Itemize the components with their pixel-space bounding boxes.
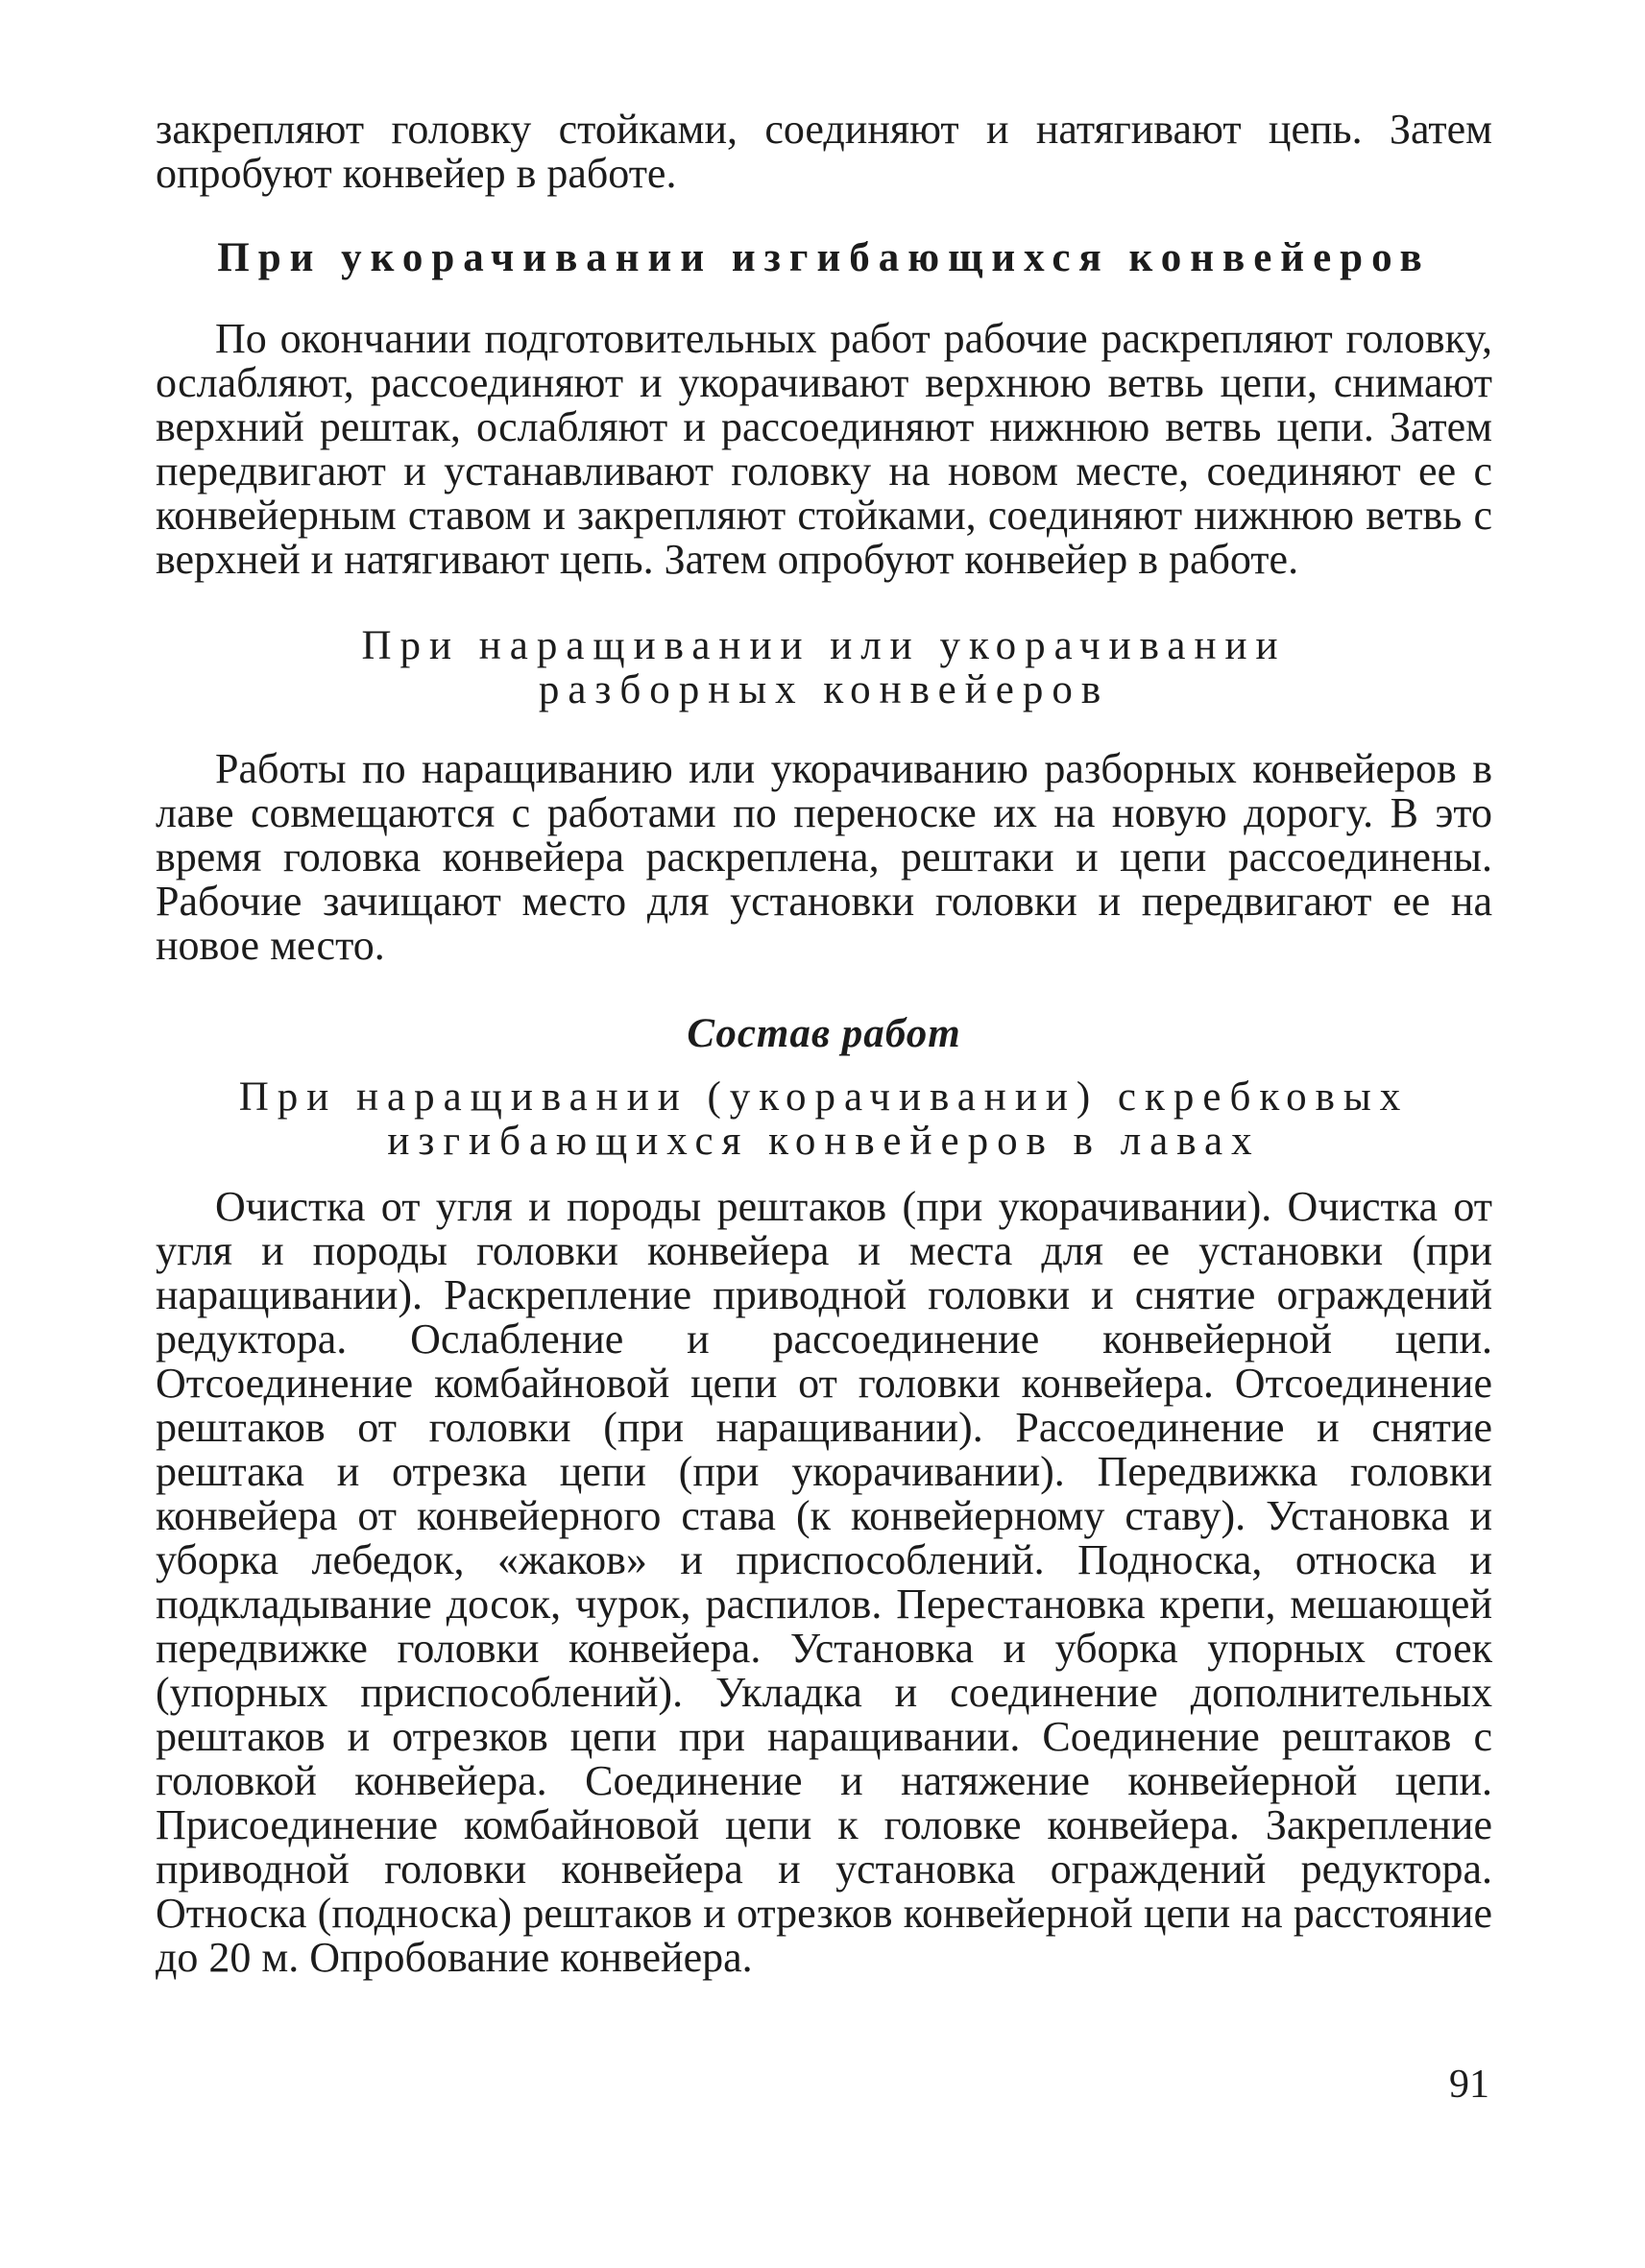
section-heading-dismountable-line2: разборных конвейеров: [538, 667, 1110, 712]
section-heading-dismountable-line1: При наращивании или укорачивании: [361, 623, 1287, 668]
composition-title: Состав работ: [687, 1011, 961, 1056]
page-content: [156, 108, 1492, 1980]
composition-subheading: [156, 1075, 1492, 1164]
dismountable-paragraph: Работы по наращиванию или укорачиванию разборных конвейеров в лаве совмещаются с работами по переноске их на новую дорогу. В это время головка конвейера раскреплена, рештаки и цепи рассоединены. Рабочие зачищают место для установки головки и передвигают ее на новое место.: [156, 745, 1492, 969]
intro-paragraph: закрепляют головку стойками, соединяют и натягивают цепь. Затем опробуют конвейер в работе.: [156, 106, 1492, 197]
section-heading-shortening: При укорачивании изгибающихся конвейеров: [217, 235, 1431, 280]
page-number: 91: [1449, 2063, 1489, 2107]
section-heading-dismountable: [156, 624, 1492, 712]
shortening-paragraph: По окончании подготовительных работ рабочие раскрепляют головку, ослабляют, рассоединяют и укорачивают верхнюю ветвь цепи, снимают верхний рештак, ослабляют и рассоединяют нижнюю ветвь цепи. Затем передвигают и устанавливают головку на новом месте, соединяют ее с конвейерным ставом и закрепляют стойками, соединяют нижнюю ветвь с верхней и натягивают цепь. Затем опробуют конвейер в работе.: [156, 315, 1492, 583]
composition-subheading-line2: изгибающихся конвейеров в лавах: [387, 1119, 1261, 1164]
composition-subheading-line1: При наращивании (укорачивании) скребковых: [238, 1074, 1410, 1120]
composition-paragraph: Очистка от угля и породы рештаков (при укорачивании). Очистка от угля и породы головки конвейера и места для ее установки (при наращивании). Раскрепление приводной головки и снятие ограждений редуктора. Ослабление и рассоединение конвейерной цепи. Отсоединение комбайновой цепи от головки конвейера. Отсоединение рештаков от головки (при наращивании). Рассоединение и снятие рештака и отрезка цепи (при укорачивании). Передвижка головки конвейера от конвейерного става (к конвейерному ставу). Установка и уборка лебедок, «жаков» и приспособлений. Подноска, относка и подкладывание досок, чурок, распилов. Перестановка крепи, мешающей передвижке головки конвейера. Установка и уборка упорных стоек (упорных приспособлений). Укладка и соединение дополнительных рештаков и отрезков цепи при наращивании. Соединение рештаков с головкой конвейера. Соединение и натяжение конвейерной цепи. Присоединение комбайновой цепи к головке конвейера. Закрепление приводной головки конвейера и установка ограждений редуктора. Относка (подноска) рештаков и отрезков конвейерной цепи на расстояние до 20 м. Опробование конвейера.: [156, 1183, 1492, 1981]
